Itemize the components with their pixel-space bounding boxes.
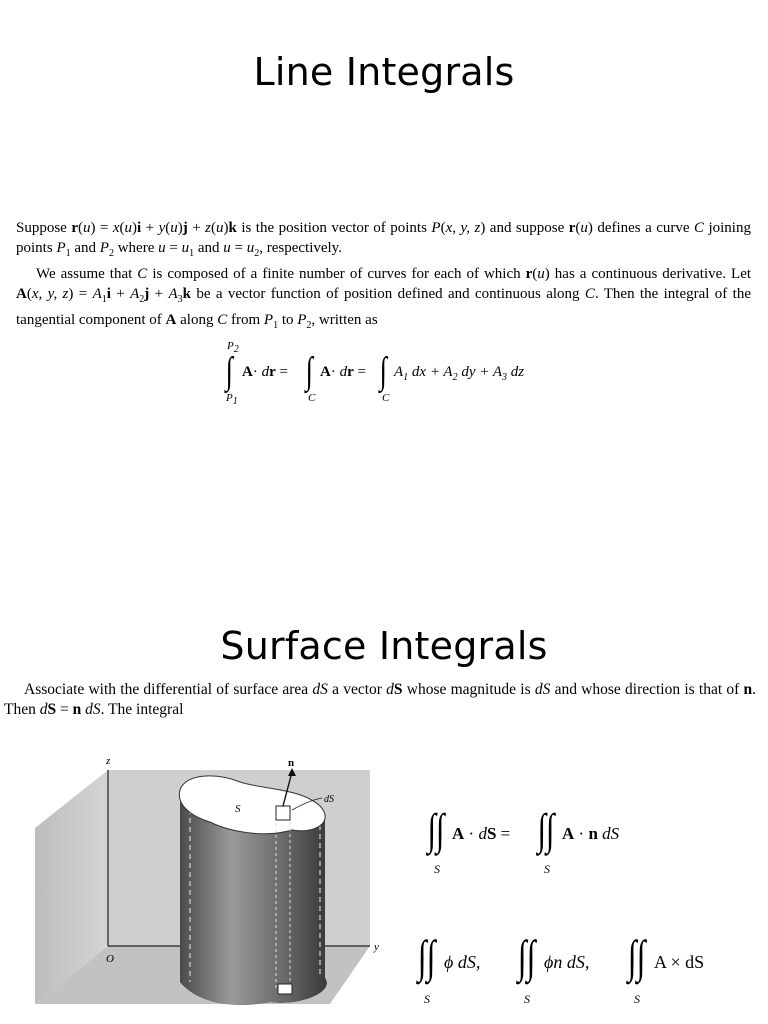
line-integral-definition (16, 218, 751, 336)
integral-sign: ∫ (379, 350, 387, 392)
paragraph-2: We assume that C is composed of a finite number of curves for each of which r(u) has a continuous derivative. Let A(x, y, $z) = A_1i + A_2j + A_3k$ be a vector function of position defined and continuous along C. Then the integral of the tangential component of A along C from $P_1$ to $P_2$, written as (16, 266, 752, 331)
surface-integral-list (414, 931, 734, 1006)
curve-label-C: C (308, 392, 316, 404)
surface-figure (30, 750, 390, 1022)
surface-limit-S: S (424, 992, 430, 1006)
integral-sign: ∫ (305, 350, 313, 392)
surface-limit-S: S (524, 992, 530, 1006)
eq-rhs: A · n dS (562, 824, 620, 843)
eq-term-2: A· dr = (320, 364, 366, 380)
lower-limit-P1: $P_1$ (226, 392, 238, 408)
line-integrals-title: Line Integrals (253, 50, 515, 94)
eq-term-3: $A_1$ dx + $A_2$ dy + $A_3$ dz (394, 364, 525, 383)
surface-integral-equation (424, 805, 664, 876)
surface-limit-S: S (634, 992, 640, 1006)
double-integral-sign: ∫∫ (417, 931, 436, 982)
integral-sign: ∫ (225, 350, 233, 392)
double-integral-sign: ∫∫ (517, 931, 536, 982)
integral-phi-n-dS: ϕn dS, (544, 952, 590, 972)
eq-lhs: A · dS = (452, 824, 511, 843)
normal-label: n (288, 757, 295, 769)
surface-integral-definition: Associate with the differential of surface area dS a vector dS whose magnitude is dS and whose direction is that of n. Then dS = n dS. The integral (4, 681, 757, 718)
surface-label: S (235, 803, 241, 815)
upper-limit-P2: $P_2$ (227, 340, 239, 356)
surface-element (276, 806, 290, 820)
double-integral-sign: ∫∫ (627, 931, 646, 982)
curve-label-C: C (382, 392, 390, 404)
paragraph-1: Suppose r(u) = x(u)i + y(u)j + z(u)k is the position vector of points P(x, y, z) and suppose r(u) defines a curve C joining points $P_1$ and $P_2$ where $u = u_1$ and $u = u_2$, respectively. (16, 220, 751, 259)
integral-A-cross-dS: A × dS (654, 952, 705, 972)
line-integral-equation (222, 340, 562, 410)
eq-term-1: A· dr = (242, 364, 288, 380)
z-axis-label: z (106, 755, 111, 767)
double-integral-sign: ∫∫ (427, 805, 445, 854)
surface-limit-S: S (544, 862, 550, 876)
element-base (278, 984, 292, 994)
surface-integrals-title: Surface Integrals (220, 624, 548, 668)
origin-label: O (106, 953, 114, 965)
y-axis-label: y (374, 941, 379, 953)
double-integral-sign: ∫∫ (537, 805, 555, 854)
integral-phi-dS: ϕ dS, (444, 952, 481, 972)
element-label: dS (324, 794, 334, 805)
surface-limit-S: S (434, 862, 440, 876)
